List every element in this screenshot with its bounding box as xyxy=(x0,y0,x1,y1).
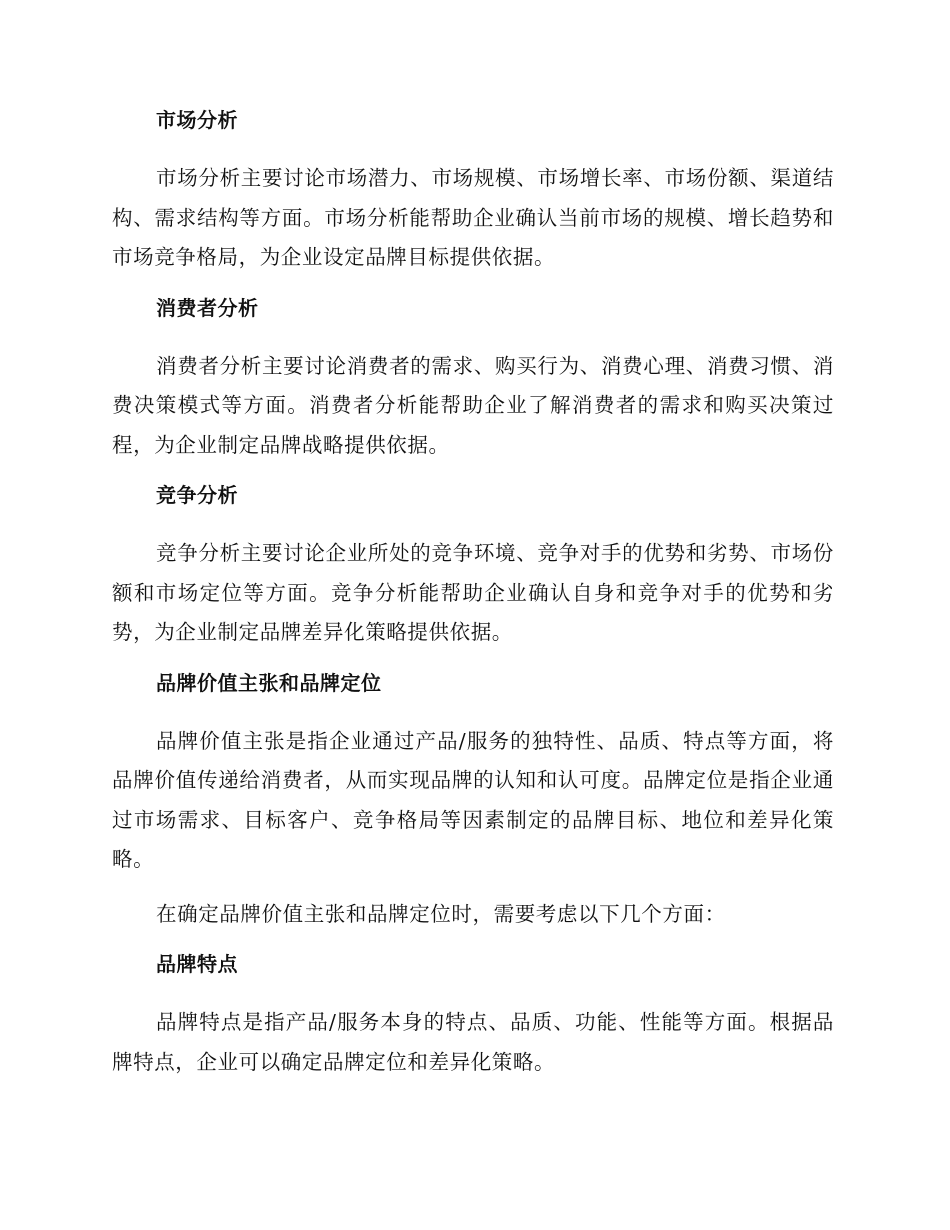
section-heading: 消费者分析 xyxy=(156,295,259,320)
section-heading: 竞争分析 xyxy=(156,483,238,507)
paragraph: 消费者分析主要讨论消费者的需求、购买行为、消费心理、消费习惯、消费决策模式等方面。消费者分析能帮助企业了解消费者的需求和购买决策过程，为企业制定品牌战略提供依据。 xyxy=(112,353,834,457)
section-heading: 品牌价值主张和品牌定位 xyxy=(156,670,382,695)
section-heading: 品牌特点 xyxy=(156,952,238,976)
paragraph: 市场分析主要讨论市场潜力、市场规模、市场增长率、市场份额、渠道结构、需求结构等方面。市场分析能帮助企业确认当前市场的规模、增长趋势和市场竞争格局，为企业设定品牌目标提供依据。 xyxy=(112,166,834,269)
paragraph: 在确定品牌价值主张和品牌定位时，需要考虑以下几个方面： xyxy=(156,901,726,926)
section-brand-value-positioning xyxy=(112,668,834,935)
section-heading: 市场分析 xyxy=(156,108,238,132)
document-body xyxy=(112,105,834,1097)
section-market-analysis xyxy=(112,105,834,278)
paragraph: 品牌特点是指产品/服务本身的特点、品质、功能、性能等方面。根据品牌特点，企业可以确定品牌定位和差异化策略。 xyxy=(112,1010,834,1074)
section-consumer-analysis xyxy=(112,293,834,466)
paragraph: 竞争分析主要讨论企业所处的竞争环境、竞争对手的优势和劣势、市场份额和市场定位等方面。竞争分析能帮助企业确认自身和竞争对手的优势和劣势，为企业制定品牌差异化策略提供依据。 xyxy=(112,541,834,644)
paragraph: 品牌价值主张是指企业通过产品/服务的独特性、品质、特点等方面，将品牌价值传递给消费者，从而实现品牌的认知和认可度。品牌定位是指企业通过市场需求、目标客户、竞争格局等因素制定的品牌目标、地位和差异化策略。 xyxy=(112,728,834,871)
section-competition-analysis xyxy=(112,480,834,653)
section-brand-features xyxy=(112,949,834,1082)
